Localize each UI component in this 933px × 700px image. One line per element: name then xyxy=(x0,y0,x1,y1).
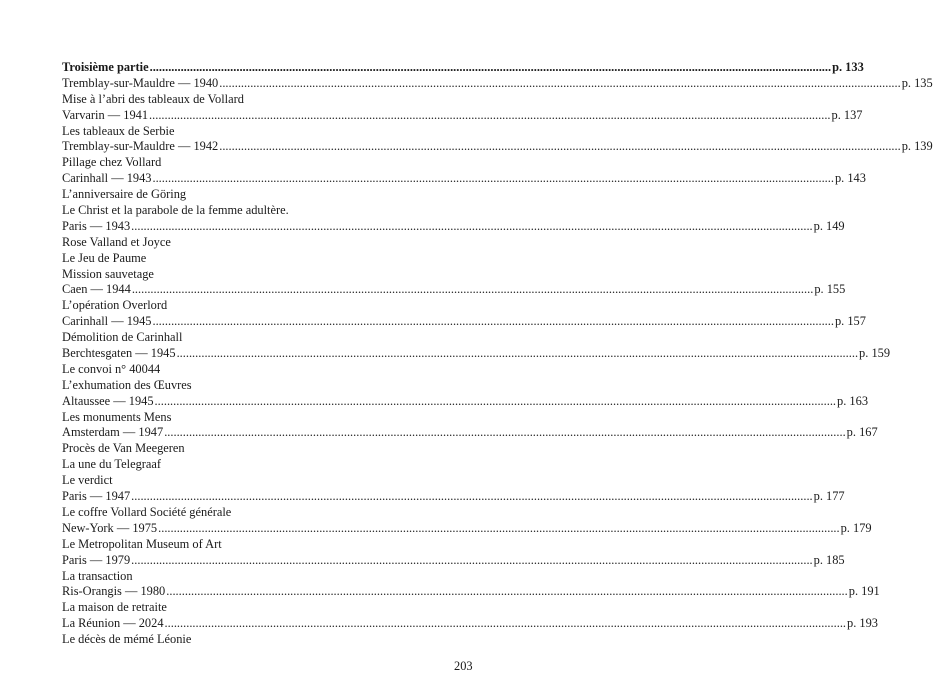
toc-entry xyxy=(62,282,846,298)
toc-page-ref: p. 193 xyxy=(847,616,878,631)
toc-subtitle xyxy=(62,569,422,585)
toc-entry xyxy=(62,314,866,330)
toc-page-ref: p. 139 xyxy=(901,139,933,154)
dot-leader: ............................................................................................................................................................................................................................ xyxy=(176,346,859,361)
dot-leader: ............................................................................................................................................................................................................................ xyxy=(131,489,813,504)
toc-subtitle xyxy=(62,155,422,171)
toc-subtitle xyxy=(62,203,422,219)
toc-entry xyxy=(62,520,872,537)
toc-entry-title: Troisième partie xyxy=(62,60,149,74)
toc-entry-title: Paris — 1943 xyxy=(62,218,131,233)
toc-entry-title: Pillage chez Vollard xyxy=(62,155,162,170)
toc-entry-title: La Réunion — 2024 xyxy=(62,616,164,631)
page-number: 203 xyxy=(454,659,473,673)
toc-page-ref: p. 137 xyxy=(831,107,863,122)
toc-subtitle xyxy=(62,537,422,553)
toc-page-ref: p. 179 xyxy=(840,520,872,535)
toc-subtitle xyxy=(62,187,422,203)
toc-entry xyxy=(62,393,869,410)
toc-entry-title: Tremblay-sur-Mauldre — 1942 xyxy=(62,139,219,154)
toc-subtitle xyxy=(62,330,422,346)
toc-entry-title: Le verdict xyxy=(62,473,113,488)
toc-entry-title: La maison de retraite xyxy=(62,600,167,615)
toc-page-ref: p. 133 xyxy=(832,60,864,74)
toc-entry-title: Paris — 1947 xyxy=(62,489,131,504)
dot-leader: ............................................................................................................................................................................................................................ xyxy=(158,520,840,535)
toc-entry xyxy=(62,346,891,362)
toc-entry-title: Procès de Van Meegeren xyxy=(62,441,185,456)
toc-entry xyxy=(62,60,864,76)
dot-leader: ............................................................................................................................................................................................................................ xyxy=(149,60,832,74)
dot-leader: ............................................................................................................................................................................................................................ xyxy=(131,282,814,297)
toc-entry-title: L’exhumation des Œuvres xyxy=(62,377,192,392)
toc-entry-title: Le coffre Vollard Société générale xyxy=(62,504,232,519)
toc-subtitle xyxy=(62,251,422,267)
toc-entry xyxy=(62,552,845,569)
toc-subtitle xyxy=(62,473,422,489)
toc-entry-title: L’opération Overlord xyxy=(62,298,168,313)
toc-entry-title: Les monuments Mens xyxy=(62,409,172,424)
toc-page-ref: p. 177 xyxy=(813,489,845,504)
toc-entry-title: Ris-Orangis — 1980 xyxy=(62,584,166,599)
toc-subtitle xyxy=(62,632,422,648)
toc-entry xyxy=(62,584,880,600)
toc-entry-title: Berchtesgaten — 1945 xyxy=(62,346,176,361)
toc-entry xyxy=(62,616,878,632)
toc-page-ref: p. 163 xyxy=(837,393,869,408)
toc-entry-title: Varvarin — 1941 xyxy=(62,107,149,122)
toc-subtitle xyxy=(62,267,422,283)
dot-leader: ............................................................................................................................................................................................................................ xyxy=(164,425,846,440)
toc-page-ref: p. 149 xyxy=(813,218,845,233)
toc-entry-title: Mise à l’abri des tableaux de Vollard xyxy=(62,91,244,106)
toc-entry-title: Le Metropolitan Museum of Art xyxy=(62,536,222,551)
toc-entry-title: Le Christ et la parabole de la femme adultère. xyxy=(62,203,289,218)
toc-entry-title: La une du Telegraaf xyxy=(62,457,162,472)
toc-page-ref: p. 135 xyxy=(901,75,933,90)
toc-entry xyxy=(62,107,863,124)
dot-leader: ............................................................................................................................................................................................................................ xyxy=(152,314,834,329)
toc-entry-title: Les tableaux de Serbie xyxy=(62,123,175,138)
toc-page-ref: p. 159 xyxy=(859,346,891,361)
toc-entry xyxy=(62,218,845,235)
toc-entry-title: Le décès de mémé Léonie xyxy=(62,632,192,647)
toc-page-ref: p. 155 xyxy=(814,282,846,297)
toc-entry-title: Paris — 1979 xyxy=(62,552,131,567)
toc-entry-title: Caen — 1944 xyxy=(62,282,131,297)
toc-subtitle xyxy=(62,600,422,616)
toc-subtitle xyxy=(62,410,422,426)
dot-leader: ............................................................................................................................................................................................................................ xyxy=(154,393,837,408)
toc-page-ref: p. 143 xyxy=(834,171,866,186)
toc-entry-title: New-York — 1975 xyxy=(62,520,158,535)
toc-subtitle xyxy=(62,235,422,251)
toc-page-ref: p. 185 xyxy=(813,552,845,567)
toc-subtitle xyxy=(62,378,422,394)
toc-subtitle xyxy=(62,298,422,314)
toc-entry xyxy=(62,425,878,441)
dot-leader: ............................................................................................................................................................................................................................ xyxy=(152,171,834,186)
table-of-contents xyxy=(62,60,933,648)
toc-entry xyxy=(62,75,933,92)
toc-entry-title: La transaction xyxy=(62,568,133,583)
toc-page-ref: p. 191 xyxy=(848,584,880,599)
toc-entry-title: Amsterdam — 1947 xyxy=(62,425,164,440)
toc-entry-title: Tremblay-sur-Mauldre — 1940 xyxy=(62,75,219,90)
dot-leader: ............................................................................................................................................................................................................................ xyxy=(164,616,847,631)
dot-leader: ............................................................................................................................................................................................................................ xyxy=(131,218,813,233)
toc-entry xyxy=(62,489,845,505)
toc-entry-title: Rose Valland et Joyce xyxy=(62,234,171,249)
toc-entry-title: Altaussee — 1945 xyxy=(62,393,154,408)
dot-leader: ............................................................................................................................................................................................................................ xyxy=(131,552,813,567)
toc-subtitle xyxy=(62,362,422,378)
toc-subtitle xyxy=(62,505,422,521)
dot-leader: ............................................................................................................................................................................................................................ xyxy=(219,75,901,90)
toc-page-ref: p. 157 xyxy=(834,314,866,329)
toc-subtitle xyxy=(62,457,422,473)
toc-entry-title: Démolition de Carinhall xyxy=(62,330,183,345)
toc-entry-title: Carinhall — 1945 xyxy=(62,314,152,329)
toc-entry xyxy=(62,171,866,187)
toc-entry xyxy=(62,139,933,155)
toc-entry-title: Le Jeu de Paume xyxy=(62,250,147,265)
dot-leader: ............................................................................................................................................................................................................................ xyxy=(219,139,901,154)
toc-entry-title: Carinhall — 1943 xyxy=(62,171,152,186)
toc-entry-title: Le convoi n° 40044 xyxy=(62,361,161,376)
toc-subtitle xyxy=(62,92,422,108)
toc-page-ref: p. 167 xyxy=(846,425,878,440)
toc-entry-title: L’anniversaire de Göring xyxy=(62,187,187,202)
toc-subtitle xyxy=(62,124,422,140)
toc-entry-title: Mission sauvetage xyxy=(62,266,154,281)
dot-leader: ............................................................................................................................................................................................................................ xyxy=(166,584,848,599)
dot-leader: ............................................................................................................................................................................................................................ xyxy=(149,107,831,122)
toc-subtitle xyxy=(62,441,422,457)
